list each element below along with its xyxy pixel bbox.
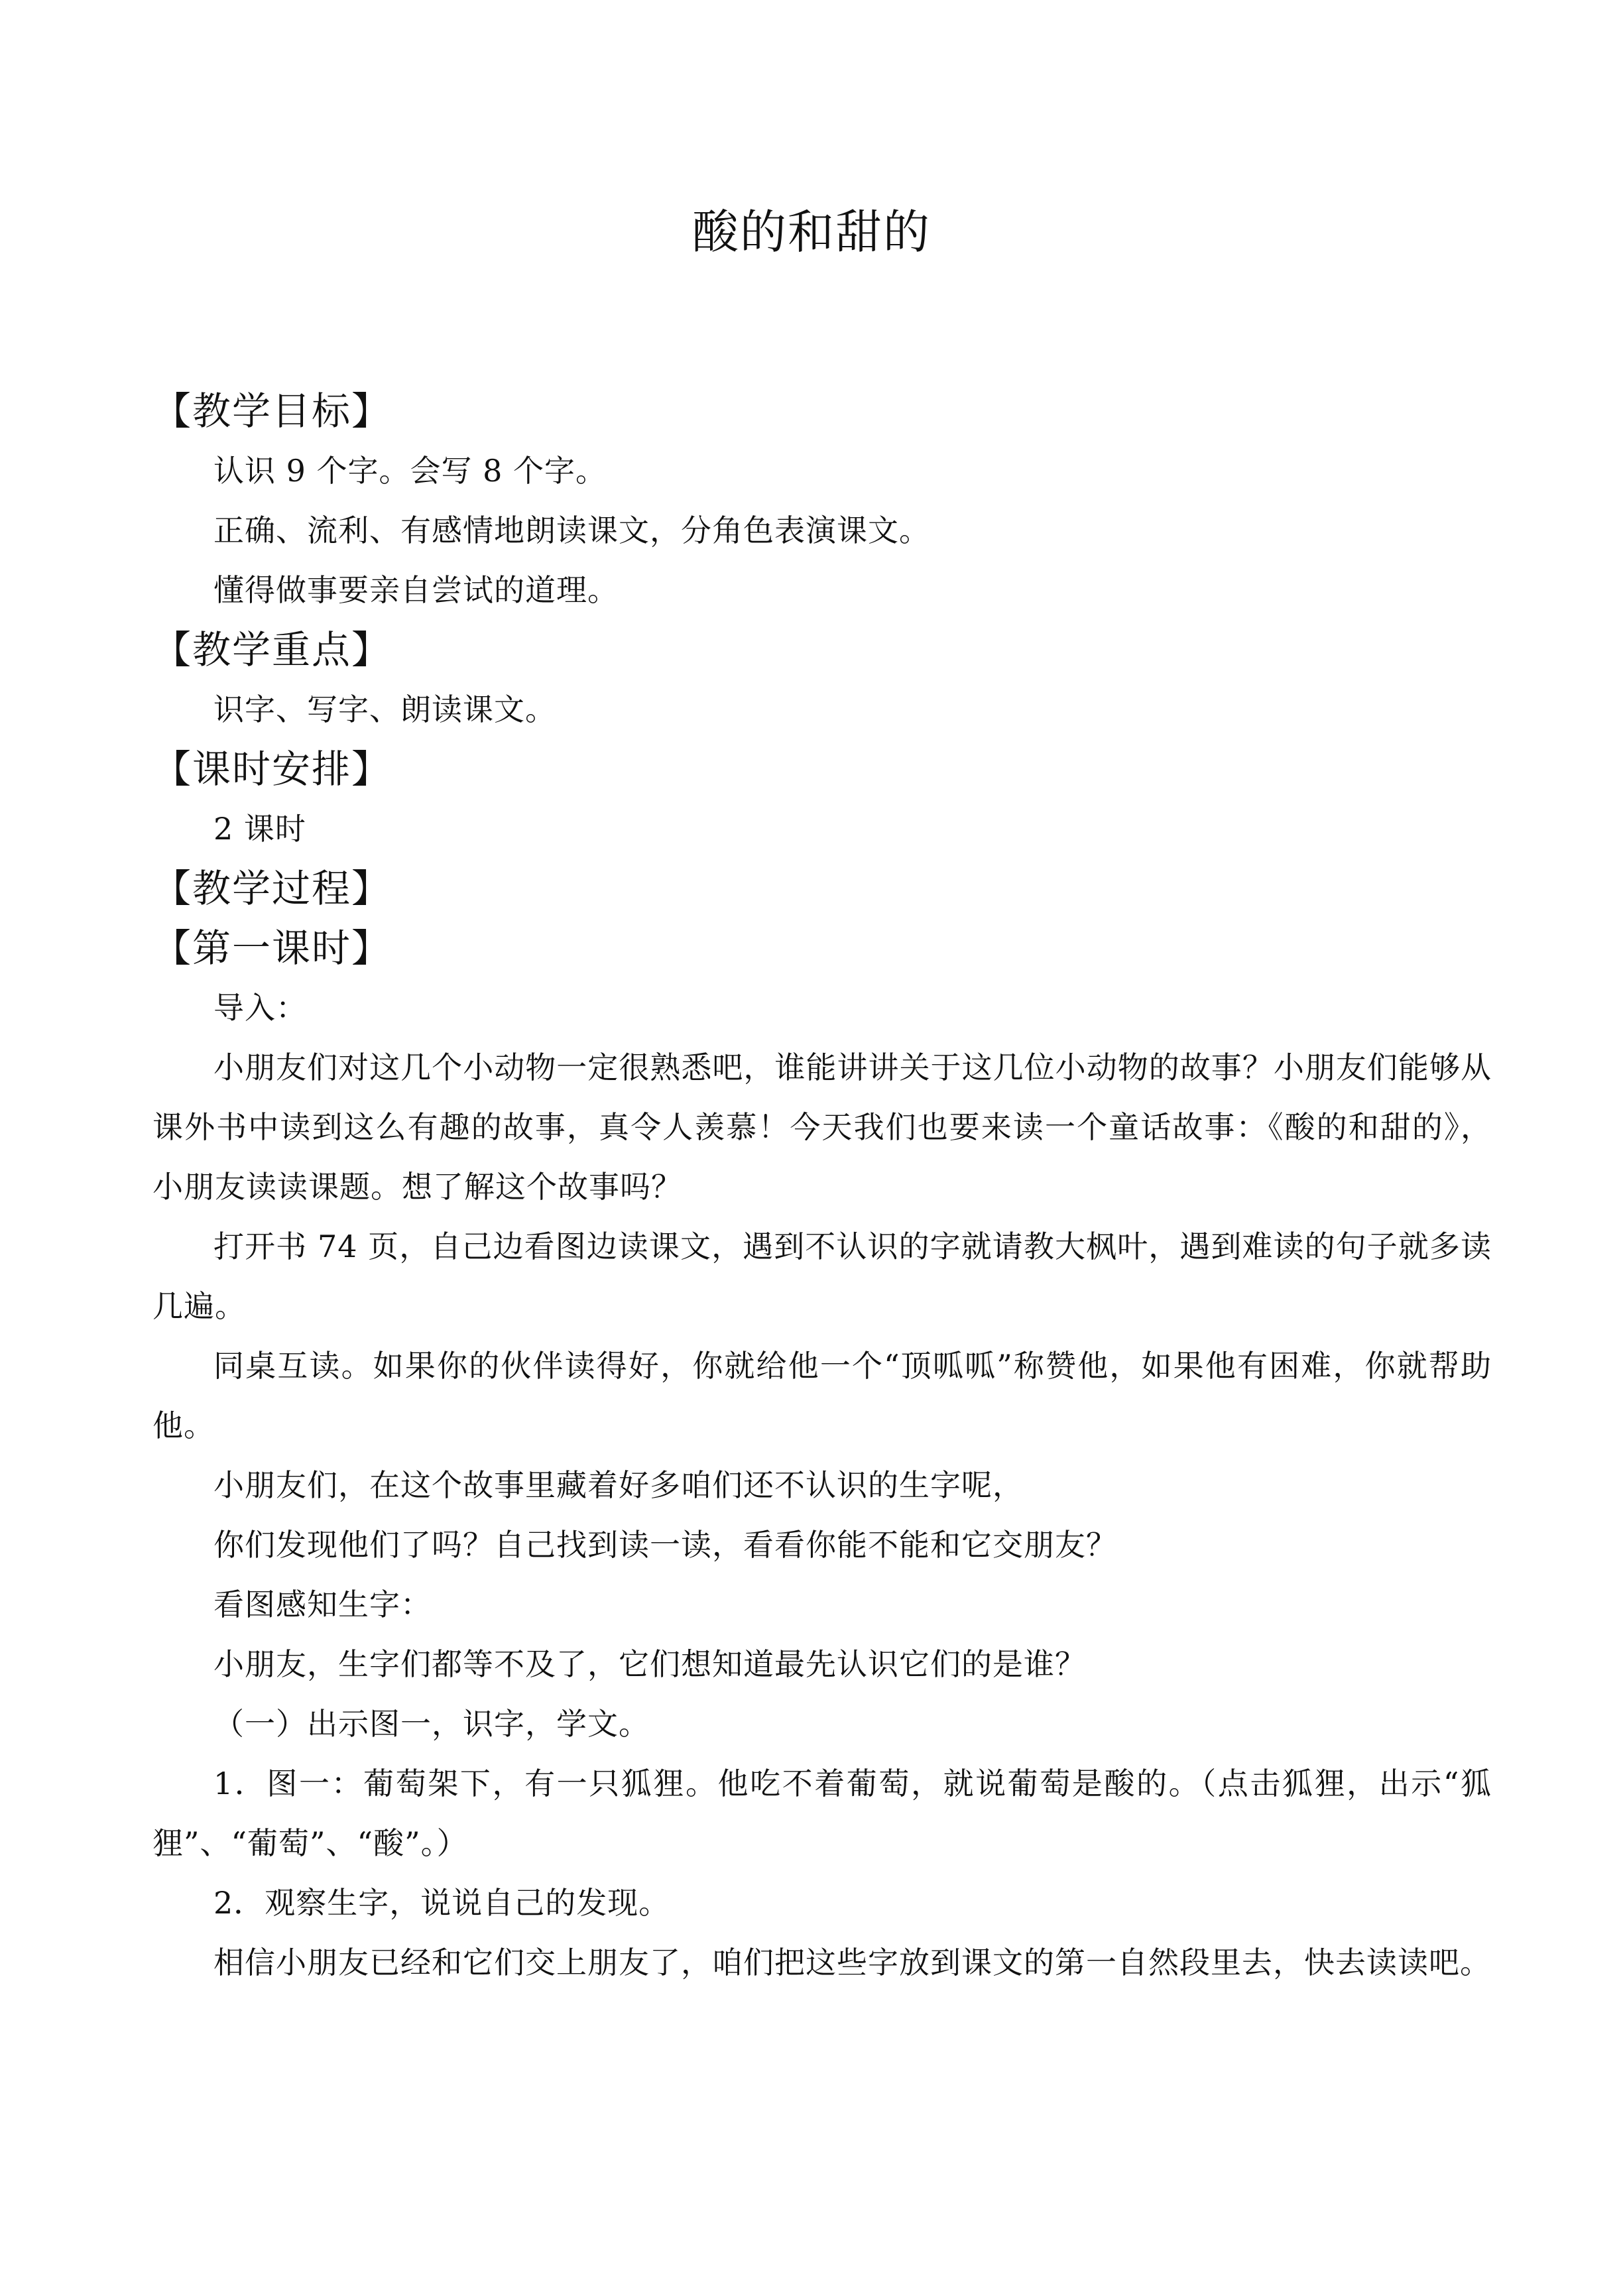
paragraph: 2 课时 [213,811,306,847]
paragraph: 懂得做事要亲自尝试的道理。 [213,572,619,608]
section-heading-teaching-goals: 【教学目标】 [152,389,392,434]
document-body [152,381,1492,1992]
section-heading-first-lesson: 【第一课时】 [152,926,392,971]
section-heading-schedule: 【课时安排】 [152,747,392,792]
paragraph: 同桌互读。如果你的伙伴读得好，你就给他一个“顶呱呱”称赞他，如果他有困难，你就帮助他。 [152,1348,1492,1443]
document-title: 酸的和甜的 [692,205,931,259]
paragraph: 小朋友们对这几个小动物一定很熟悉吧，谁能讲讲关于这几位小动物的故事？小朋友们能够从课外书中读到这么有趣的故事，真令人羡慕！今天我们也要来读一个童话故事：《酸的和甜的》，小朋友读读课题。想了解这个故事吗？ [152,1050,1492,1205]
section-heading-key-points: 【教学重点】 [152,627,392,672]
paragraph: （一）出示图一，识字，学文。 [213,1706,650,1742]
section-heading-process: 【教学过程】 [152,866,392,911]
paragraph: 小朋友，生字们都等不及了，它们想知道最先认识它们的是谁？ [213,1646,1086,1682]
paragraph: 2．观察生字，说说自己的发现。 [213,1885,670,1921]
paragraph: 1．图一：葡萄架下，有一只狐狸。他吃不着葡萄，就说葡萄是酸的。（点击狐狸，出示“狐狸”、“葡萄”、“酸”。） [152,1766,1492,1861]
paragraph: 你们发现他们了吗？自己找到读一读，看看你能不能和它交朋友？ [213,1527,1117,1563]
paragraph: 看图感知生字： [213,1587,432,1622]
paragraph: 导入： [213,990,307,1026]
paragraph: 打开书 74 页，自己边看图边读课文，遇到不认识的字就请教大枫叶，遇到难读的句子就多读几遍。 [152,1229,1492,1324]
paragraph: 小朋友们，在这个故事里藏着好多咱们还不认识的生字呢， [213,1467,1024,1503]
paragraph: 相信小朋友已经和它们交上朋友了，咱们把这些字放到课文的第一自然段里去，快去读读吧。 [213,1945,1491,1980]
paragraph: 正确、流利、有感情地朗读课文，分角色表演课文。 [213,513,930,548]
paragraph: 识字、写字、朗读课文。 [213,692,556,727]
paragraph: 认识 9 个字。会写 8 个字。 [213,453,607,489]
